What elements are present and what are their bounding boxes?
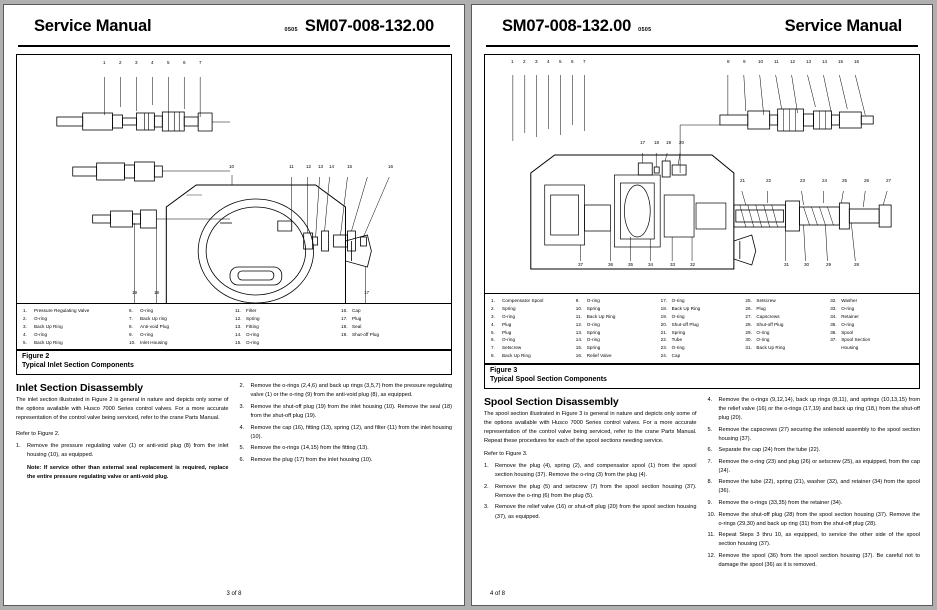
- figure-3-callout-35: 35: [628, 262, 634, 267]
- step-item: 5. Remove the o-rings (14,15) from the fitting (13).: [239, 445, 369, 452]
- figure-3-label: Figure 3: [490, 367, 518, 375]
- figure-3-callout-21: 21: [740, 178, 746, 183]
- step-item: 12. Remove the spool (36) from the spool section housing (37). Be careful not to damage the spool (36) as it is removed.: [707, 552, 920, 568]
- figure-3-parts-list: [485, 293, 919, 363]
- part-item: 28. Shut-off Plug: [745, 321, 784, 327]
- part-item: 8. Anti-void Plug: [129, 323, 170, 329]
- part-item: 20. Shut-off Plug: [660, 321, 699, 327]
- part-item: Housing: [841, 345, 859, 351]
- steps-list-right: [240, 382, 453, 464]
- figure-2-callout-4: 4: [151, 60, 154, 65]
- part-item: 8. Back Up Ring: [491, 353, 531, 359]
- refer-to-figure: Refer to Figure 2.: [16, 430, 60, 437]
- figure-3-callout-15: 15: [838, 59, 844, 64]
- part-item: 29. O-ring: [745, 329, 770, 335]
- part-item: 25. Setscrew: [745, 298, 776, 303]
- step-item: 2. Remove the plug (5) and setscrew (7) from the spool section housing (37). Remove the o-ring (6) from the plug (5).: [484, 483, 697, 499]
- figure-2-callout-11: 11: [289, 164, 294, 169]
- section-intro: The inlet section illustrated in Figure 2 is general in nature and depicts only some of the options available with Husco 7000 Series control valves. For a more accurate representation of the control valve being serviced, refer to the crane Parts Manual.: [16, 397, 229, 422]
- right-page-body: [484, 396, 920, 591]
- document-page-right[interactable]: [471, 4, 933, 606]
- page-footer-right: [484, 591, 920, 599]
- figure-3-callout-7: 7: [583, 59, 586, 64]
- figure-2-callout-7: 7: [199, 60, 202, 65]
- header-revision-code: 0505: [638, 27, 652, 33]
- page-number: 4 of 8: [490, 591, 506, 597]
- figure-3-callout-36: 36: [608, 262, 614, 267]
- part-item: 34. Retainer: [830, 313, 859, 319]
- part-item: 12. O-ring: [575, 321, 600, 327]
- part-item: 22. Tube: [660, 337, 683, 343]
- parts-column-1: [491, 297, 576, 360]
- part-item: 30. O-ring: [745, 337, 770, 343]
- parts-column-1: [23, 307, 129, 346]
- part-item: 15. Spring: [575, 345, 601, 351]
- step-item: 4. Remove the o-rings (9,12,14), back up rings (8,11), and springs (10,13,15) from the relief valve (16) or the o-rings (17,19) and back up ring (18,) from the shut-off plug (20).: [707, 397, 920, 422]
- figure-3-callout-32: 32: [690, 262, 696, 267]
- step-item: 5. Remove the capscrews (27) securing the solenoid assembly to the spool section housing (37).: [707, 426, 920, 442]
- figure-2-callout-18: 18: [154, 290, 160, 295]
- parts-column-4: [341, 307, 447, 346]
- parts-column-2: [576, 297, 661, 360]
- figure-3-callout-16: 16: [854, 59, 860, 64]
- page-header-left: [16, 15, 452, 41]
- figure-3-callout-24: 24: [822, 178, 828, 183]
- figure-2-callout-17: 17: [364, 290, 370, 295]
- figure-3-callout-1: 1: [511, 59, 514, 64]
- figure-3-callout-18: 18: [654, 140, 660, 145]
- figure-3-caption: [485, 363, 919, 388]
- step-item: 1. Remove the plug (4), spring (2), and compensator spool (1) from the spool section housing (37). Remove the o-ring (3) from the plug (4).: [484, 463, 697, 479]
- part-item: 19. O-ring: [660, 313, 685, 319]
- steps-list-right: [708, 396, 921, 570]
- figure-3-callout-25: 25: [842, 178, 848, 183]
- figure-2-callout-16: 16: [388, 164, 394, 169]
- figure-2-callout-15: 15: [347, 164, 353, 169]
- part-item: 31. Back Up Ring: [745, 345, 786, 351]
- step-item: 6. Remove the plug (17) from the inlet housing (10).: [239, 456, 373, 463]
- figure-2-callout-13: 13: [318, 164, 324, 169]
- parts-column-3: [661, 297, 746, 360]
- page-header-right: [484, 15, 920, 41]
- part-item: 1. Pressure Regulating Valve: [23, 308, 90, 313]
- part-item: 36. Spool: [830, 329, 854, 335]
- steps-list-left: [484, 462, 697, 521]
- figure-2-callout-5: 5: [167, 60, 170, 65]
- figure-2-artwork: [17, 55, 451, 303]
- part-item: 19. Shut-off Plug: [341, 331, 380, 337]
- header-title: Service Manual: [34, 17, 152, 35]
- part-item: 23. O-ring: [660, 345, 685, 351]
- part-item: 21. Spring: [660, 329, 686, 335]
- part-item: 2. Spring: [491, 305, 516, 311]
- step-item: 6. Separate the cap (24) from the tube (22).: [707, 447, 821, 454]
- parts-column-2: [129, 307, 235, 346]
- part-item: 9. O-ring: [575, 298, 600, 303]
- part-item: 16. Relief Valve: [575, 353, 612, 359]
- page-footer-left: [16, 591, 452, 599]
- header-document-code: SM07-008-132.00: [502, 17, 632, 35]
- document-page-left[interactable]: [3, 4, 465, 606]
- part-item: 13. Spring: [575, 329, 601, 335]
- step-item: 10. Remove the shut-off plug (28) from the spool section housing (37). Remove the o-rings (29,30) and back up ring (31) from the shut-off plug (28).: [707, 511, 920, 527]
- step-item: 11. Repeat Steps 3 thru 10, as equipped, to service the other side of the spool section housing (37).: [707, 532, 920, 548]
- figure-3-callout-26: 26: [864, 178, 870, 183]
- part-item: 5. Plug: [491, 329, 512, 335]
- figure-3-callout-19: 19: [666, 140, 672, 145]
- part-item: 32. Washer: [830, 298, 858, 303]
- step-item: 9. Remove the o-rings (33,35) from the retainer (34).: [707, 500, 843, 506]
- figure-3-callout-20: 20: [679, 140, 685, 145]
- part-item: 3. Back Up Ring: [23, 323, 63, 329]
- figure-2-callout-19: 19: [132, 290, 138, 295]
- part-item: 7. Back Up ring: [129, 315, 167, 321]
- section-intro: The spool section illustrated in Figure 3 is general in nature and depicts only some of the options available with Husco 7000 Series control valves. For a more accurate representation of the control valve being serviced, refer to the crane Parts Manual. Repeat these procedures for each of the spool sections needing service.: [484, 411, 697, 445]
- part-item: 4. Plug: [491, 321, 512, 327]
- part-item: 10. Inlet Housing: [129, 339, 168, 345]
- figure-3-callout-5: 5: [559, 59, 562, 64]
- header-divider: [18, 45, 450, 47]
- part-item: 14. O-ring: [575, 337, 600, 343]
- part-item: 18. Back Up Ring: [660, 305, 701, 311]
- figure-3-callout-14: 14: [822, 59, 828, 64]
- figure-3-callout-13: 13: [806, 59, 812, 64]
- figure-3-callout-9: 9: [743, 59, 746, 64]
- parts-column-4: [745, 297, 830, 360]
- part-item: 12. Spring: [235, 315, 260, 321]
- section-title: Inlet Section Disassembly: [16, 382, 144, 395]
- figure-3-callout-37: 37: [578, 262, 584, 267]
- left-page-column-1: [16, 382, 229, 591]
- figure-2-callout-12: 12: [306, 164, 312, 169]
- part-item: 3. O-ring: [491, 313, 516, 319]
- figure-3-title: Typical Spool Section Components: [490, 376, 607, 384]
- step-item: 3. Remove the shut-off plug (19) from the inlet housing (10). Remove the seal (18) from the shut-off plug (19).: [239, 403, 452, 419]
- figure-3-box: [484, 54, 920, 389]
- header-title: Service Manual: [784, 17, 902, 35]
- figure-3-callout-11: 11: [774, 59, 779, 64]
- header-divider: [486, 45, 918, 47]
- header-revision-code: 0505: [284, 27, 298, 33]
- part-item: 11. Back Up Ring: [575, 313, 616, 319]
- part-item: 33. O-ring: [830, 305, 855, 311]
- steps-list-left: [16, 442, 229, 460]
- left-page-column-2: [240, 382, 453, 591]
- figure-2-title: Typical Inlet Section Components: [22, 362, 134, 370]
- figure-2-label: Figure 2: [22, 353, 50, 361]
- part-item: 26. Plug: [745, 305, 766, 311]
- part-item: 4. O-ring: [23, 331, 48, 337]
- part-item: 14. O-ring: [235, 331, 260, 337]
- part-item: 1. Compensator Spool: [491, 298, 544, 303]
- figure-3-callout-34: 34: [648, 262, 654, 267]
- part-item: 15. O-ring: [235, 339, 260, 345]
- left-page-body: [16, 382, 452, 591]
- part-item: 6. O-ring: [491, 337, 516, 343]
- page-number: 3 of 8: [226, 591, 242, 597]
- figure-3-callout-4: 4: [547, 59, 550, 64]
- figure-3-callout-17: 17: [640, 140, 646, 145]
- part-item: 7. Setscrew: [491, 345, 522, 351]
- part-item: 17. O-ring: [660, 298, 685, 303]
- refer-to-figure: Refer to Figure 3.: [484, 451, 528, 458]
- figure-3-callout-33: 33: [670, 262, 676, 267]
- figure-3-artwork: [485, 55, 919, 293]
- figure-2-box: [16, 54, 452, 375]
- step-item: 7. Remove the o-ring (23) and plug (26) or setscrew (25), as equipped, from the cap (24).: [707, 458, 920, 474]
- part-item: 16. Cap: [341, 308, 361, 313]
- part-item: 11. Filter: [235, 308, 257, 313]
- part-item: 13. Fitting: [235, 323, 259, 329]
- step-item: 4. Remove the cap (16), fitting (13), spring (12), and filter (11) from the inlet housing (10).: [239, 424, 452, 440]
- header-document-code: SM07-008-132.00: [304, 17, 434, 35]
- step-item: 2. Remove the o-rings (2,4,6) and back up rings (3,5,7) from the pressure regulating valve (1) or the o-ring (9) from the anti-void plug (8), as equipped.: [239, 383, 452, 399]
- part-item: 6. O-ring: [129, 308, 154, 313]
- part-item: 5. Back Up Ring: [23, 339, 63, 345]
- figure-3-callout-10: 10: [758, 59, 764, 64]
- part-item: 2. O-ring: [23, 315, 48, 321]
- section-title: Spool Section Disassembly: [484, 396, 619, 409]
- figure-3-callout-27: 27: [886, 178, 892, 183]
- part-item: 24. Cap: [660, 353, 681, 359]
- figure-2-callout-3: 3: [135, 60, 138, 65]
- figure-3-callout-2: 2: [523, 59, 526, 64]
- step-item: 3. Remove the relief valve (16) or shut-off plug (20) from the spool section housing (37), as equipped.: [484, 504, 697, 520]
- part-item: 18. Seal: [341, 323, 362, 329]
- figure-3-callout-3: 3: [535, 59, 538, 64]
- figure-3-callout-31: 31: [784, 262, 790, 267]
- parts-column-5: [830, 297, 915, 360]
- figure-3-callout-29: 29: [826, 262, 832, 267]
- figure-2-callout-6: 6: [183, 60, 186, 65]
- part-item: 35. O-ring: [830, 321, 855, 327]
- figure-3-callout-12: 12: [790, 59, 796, 64]
- figure-2-callout-14: 14: [329, 164, 335, 169]
- step-item: 8. Remove the tube (22), spring (21), washer (32), and retainer (34) from the spool (36).: [707, 479, 920, 495]
- step-item: 1. Remove the pressure regulating valve (1) or anti-void plug (8) from the inlet housing (10), as equipped.: [16, 442, 229, 458]
- part-item: 27. Capscrews: [745, 313, 780, 319]
- part-item: 37. Spool Section: [830, 337, 871, 343]
- part-item: 9. O-ring: [129, 331, 154, 337]
- figure-3-callout-8: 8: [727, 59, 730, 64]
- figure-3-callout-28: 28: [854, 262, 860, 267]
- figure-2-caption: [17, 349, 451, 374]
- parts-column-3: [235, 307, 341, 346]
- figure-3-callout-22: 22: [766, 178, 772, 183]
- figure-3-callout-6: 6: [571, 59, 574, 64]
- right-page-column-1: [484, 396, 697, 591]
- part-item: 10. Spring: [575, 305, 601, 311]
- figure-2-callout-2: 2: [119, 60, 122, 65]
- part-item: 17. Plug: [341, 315, 362, 321]
- figure-3-callout-23: 23: [800, 178, 806, 183]
- figure-2-parts-list: [17, 303, 451, 349]
- right-page-column-2: [708, 396, 921, 591]
- figure-3-callout-30: 30: [804, 262, 810, 267]
- figure-2-callout-10: 10: [229, 164, 235, 169]
- figure-2-callout-1: 1: [103, 60, 106, 65]
- service-note: Note: If service other than external seal replacement is required, replace the entire pressure regulating valve or anti-void plug.: [27, 464, 229, 480]
